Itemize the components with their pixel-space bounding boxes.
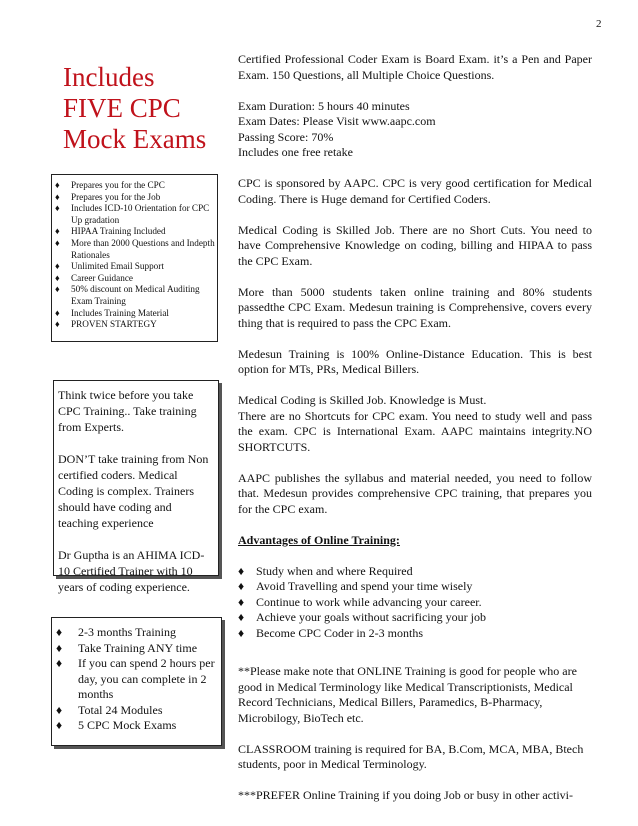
list-item: ♦ Continue to work while advancing your career. (238, 594, 482, 609)
diamond-bullet-icon: ♦ (238, 625, 245, 640)
list-item: ♦ If you can spend 2 hours per day, you can complete in 2 months (56, 656, 215, 701)
headline-line: Mock Exams (63, 124, 207, 154)
diamond-bullet-icon: ♦ (238, 610, 245, 624)
diamond-bullet-icon: ♦ (238, 594, 245, 609)
online-distance-paragraph: Medesun Training is 100% Online-Distance Education. This is best option for MTs, PRs, Medical Billers. (238, 346, 592, 376)
students-paragraph: More than 5000 students taken online training and 80% students passedthe CPC Exam. Medesun training is Comprehensive, covers every thing that is required to pass the CPC Exam. (238, 284, 592, 330)
list-item: ♦ 5 CPC Mock Exams (56, 718, 177, 732)
list-item: ♦ Achieve your goals without sacrificing your job (238, 610, 486, 624)
advantages-heading: Advantages of Online Training: (238, 532, 400, 547)
exam-intro: Certified Professional Coder Exam is Board Exam. it’s a Pen and Paper Exam. 150 Questions, all Multiple Choice Questions. (238, 52, 592, 82)
diamond-bullet-icon: ♦ (238, 563, 245, 578)
diamond-bullet-icon: ♦ (55, 319, 60, 330)
features-box (51, 174, 218, 342)
list-item: ♦ Become CPC Coder in 2-3 months (238, 625, 423, 640)
retake-note: Includes one free retake (238, 145, 353, 159)
diamond-bullet-icon: ♦ (55, 261, 60, 272)
list-item: ♦ Take Training ANY time (56, 640, 198, 655)
diamond-bullet-icon: ♦ (55, 191, 60, 202)
diamond-bullet-icon: ♦ (56, 718, 63, 732)
main-text-column (238, 52, 592, 819)
warning-paragraph: Dr Guptha is an AHIMA ICD-10 Certified Trainer with 10 years of coding experience. (58, 548, 205, 594)
syllabus-paragraph: AAPC publishes the syllabus and material needed, you need to follow that. Medesun provides comprehensive CPC training, that prepares you for the CPC exam. (238, 470, 592, 516)
diamond-bullet-icon: ♦ (56, 640, 63, 655)
prefer-paragraph: ***PREFER Online Training if you doing Job or busy in other activi- (238, 788, 573, 802)
diamond-bullet-icon: ♦ (55, 237, 60, 248)
list-item: ♦ Avoid Travelling and spend your time wisely (238, 579, 473, 593)
list-item: ♦ HIPAA Training Included (55, 226, 166, 237)
list-item: ♦ 2-3 months Training (56, 625, 177, 639)
diamond-bullet-icon: ♦ (55, 284, 60, 295)
list-item: ♦ PROVEN STARTEGY (55, 319, 157, 330)
list-item: ♦ More than 2000 Questions and Indepth Rationales (55, 237, 215, 260)
skilled-job-paragraph: Medical Coding is Skilled Job. There are no Short Cuts. You need to have Comprehensive Knowledge on coding, billing and HIPAA to pass the CPC Exam. (238, 222, 592, 268)
list-item: ♦ Career Guidance (55, 272, 133, 283)
cpc-sponsor-paragraph: CPC is sponsored by AAPC. CPC is very good certification for Medical Coding. There is Huge demand for Certified Coders. (238, 176, 592, 206)
diamond-bullet-icon: ♦ (55, 180, 60, 190)
warning-paragraph: DON’T take training from Non certified coders. Medical Coding is complex. Trainers should have coding and teaching experience (58, 452, 209, 530)
online-note-paragraph: **Please make note that ONLINE Training is good for people who are good in Medical Terminology like Medical Transcriptionists, Medical Record Technicians, Medical Billers, Paramedics, B-Pharmacy, Microbilogy, BioTech etc. (238, 664, 577, 725)
knowledge-line: Medical Coding is Skilled Job. Knowledge is Must. (238, 393, 487, 407)
duration-box (51, 617, 222, 746)
classroom-paragraph: CLASSROOM training is required for BA, B.Com, MCA, MBA, Btech students, poor in Medical Terminology. (238, 741, 584, 771)
diamond-bullet-icon: ♦ (55, 307, 60, 318)
list-item: ♦ Prepares you for the CPC (55, 180, 165, 190)
headline-line: Includes (63, 62, 155, 92)
page-number: 2 (596, 18, 602, 30)
passing-score: Passing Score: 70% (238, 129, 334, 144)
diamond-bullet-icon: ♦ (56, 625, 63, 639)
list-item: ♦ Study when and where Required (238, 563, 413, 578)
diamond-bullet-icon: ♦ (55, 203, 60, 214)
warning-paragraph: Think twice before you take CPC Training.. Take training from Experts. (58, 388, 197, 434)
trainer-warning-box (53, 380, 219, 594)
features-list (55, 180, 215, 331)
list-item: ♦ Includes ICD-10 Orientation for CPC Up gradation (55, 203, 210, 225)
knowledge-paragraph: There are no Shortcuts for CPC exam. You need to study well and pass the exam. CPC is International Exam. AAPC maintains integrity.NO SHORTCUTS. (238, 408, 592, 454)
list-item: ♦ Prepares you for the Job (55, 191, 161, 202)
advantages-list (238, 564, 592, 642)
list-item: ♦ Includes Training Material (55, 307, 169, 318)
diamond-bullet-icon: ♦ (238, 579, 245, 593)
headline (63, 62, 233, 155)
exam-duration: Exam Duration: 5 hours 40 minutes (238, 98, 410, 113)
diamond-bullet-icon: ♦ (55, 226, 60, 237)
diamond-bullet-icon: ♦ (56, 702, 63, 717)
exam-dates: Exam Dates: Please Visit www.aapc.com (238, 114, 436, 128)
list-item: ♦ Total 24 Modules (56, 702, 163, 717)
headline-line: FIVE CPC (63, 93, 181, 123)
list-item: ♦ Unlimited Email Support (55, 261, 164, 272)
duration-list (56, 625, 217, 734)
diamond-bullet-icon: ♦ (56, 656, 63, 670)
list-item: ♦ 50% discount on Medical Auditing Exam Training (55, 284, 200, 306)
diamond-bullet-icon: ♦ (55, 272, 60, 283)
